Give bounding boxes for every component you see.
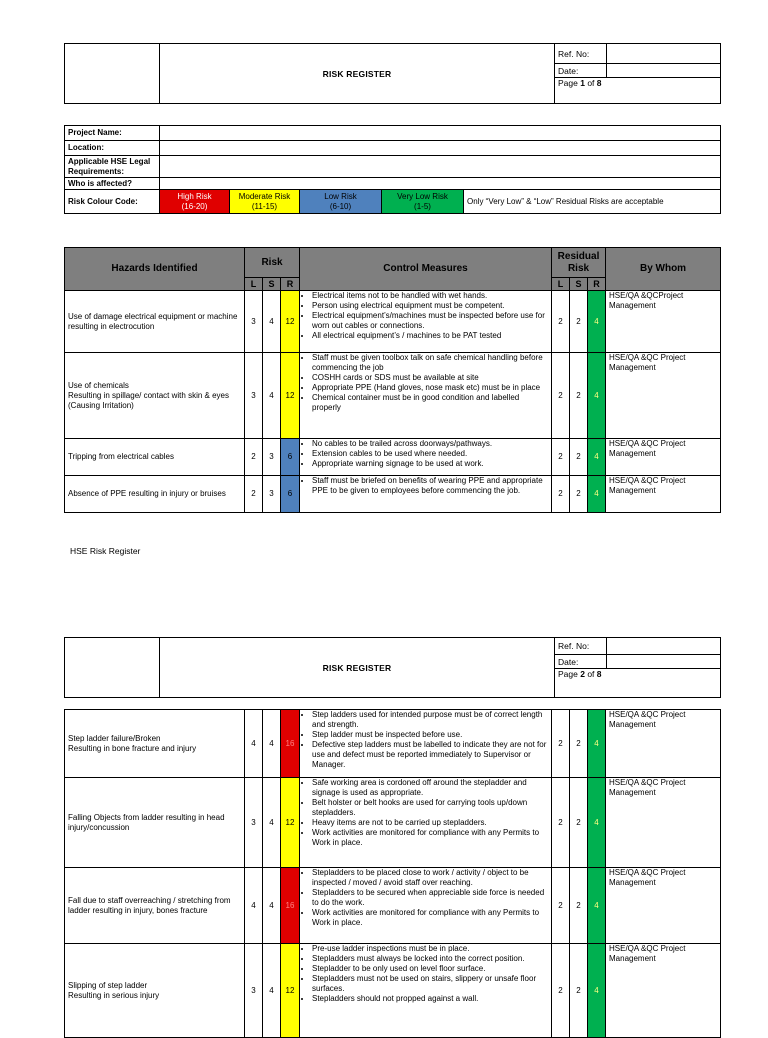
hazard-cell — [65, 710, 245, 778]
residual-rating-cell: 4 — [588, 710, 606, 778]
control-item: • Work activities are monitored for compliance with any Permits to Work in place. — [312, 828, 548, 848]
residual-header: Residual Risk — [552, 248, 606, 278]
r-header: R — [281, 278, 300, 291]
project-name-value — [160, 126, 721, 141]
table-row — [65, 944, 721, 1038]
ref-value — [607, 638, 721, 655]
risk-l-cell: 2 — [245, 476, 263, 513]
risk-rating-cell: 12 — [281, 353, 300, 439]
by-whom-header: By Whom — [606, 248, 721, 291]
risk-header: Risk — [245, 248, 300, 278]
risk-rating-cell: 6 — [281, 439, 300, 476]
l-header: L — [245, 278, 263, 291]
risk-s-cell: 3 — [263, 476, 281, 513]
risk-rating-cell: 16 — [281, 710, 300, 778]
risk-s-cell: 4 — [263, 353, 281, 439]
page1-header — [64, 43, 721, 104]
residual-rating-cell: 4 — [588, 944, 606, 1038]
control-item: • Stepladders should not propped against a wall. — [312, 994, 548, 1004]
location-label: Location: — [65, 141, 160, 156]
control-item: • Heavy items are not to be carried up stepladders. — [312, 818, 548, 828]
control-list — [303, 439, 548, 469]
hazard-text: Resulting in serious injury — [68, 990, 160, 1000]
risk-l-cell: 3 — [245, 778, 263, 868]
residual-s-cell: 2 — [570, 476, 588, 513]
control-item: • Staff must be given toolbox talk on safe chemical handling before commencing the job — [312, 353, 548, 373]
residual-s-cell: 2 — [570, 353, 588, 439]
control-item: • Stepladders to be placed close to work / activity / object to be inspected / moved / avoid staff over reaching. — [312, 868, 548, 888]
hazard-cell — [65, 778, 245, 868]
page-title: RISK REGISTER — [160, 638, 555, 698]
by-whom-cell: HSE/QA &QC Project Management — [606, 778, 721, 868]
affected-value — [160, 178, 721, 190]
risk-table-page2 — [64, 709, 721, 1038]
table-row — [65, 291, 721, 353]
table-row — [65, 778, 721, 868]
residual-l-cell: 2 — [552, 710, 570, 778]
logo-cell — [65, 44, 160, 104]
control-item: • Stepladder to be only used on level floor surface. — [312, 964, 548, 974]
control-list — [303, 868, 548, 928]
hazard-cell — [65, 291, 245, 353]
residual-s-cell: 2 — [570, 944, 588, 1038]
risk-l-cell: 4 — [245, 868, 263, 944]
hazard-text: Fall due to staff overreaching / stretching from ladder resulting in injury, bones fracture — [68, 895, 231, 915]
control-list — [303, 710, 548, 770]
by-whom-cell: HSE/QA &QC Project Management — [606, 439, 721, 476]
control-item: • Staff must be briefed on benefits of wearing PPE and appropriate PPE to be given to employees before commencing the job. — [312, 476, 548, 496]
control-list — [303, 476, 548, 496]
residual-rating-cell: 4 — [588, 868, 606, 944]
date-label: Date: — [555, 64, 607, 78]
risk-l-cell: 3 — [245, 291, 263, 353]
project-info-table — [64, 125, 721, 214]
residual-l-cell: 2 — [552, 439, 570, 476]
hazards-header: Hazards Identified — [65, 248, 245, 291]
hazard-text: Step ladder failure/Broken — [68, 733, 161, 743]
high-risk-code: High Risk (16-20) — [160, 190, 230, 214]
acceptable-note: Only “Very Low” & “Low” Residual Risks are acceptable — [464, 190, 721, 214]
control-item: • Step ladders used for intended purpose must be of correct length and strength. — [312, 710, 548, 730]
table-row — [65, 710, 721, 778]
control-item: • Electrical items not to be handled with wet hands. — [312, 291, 548, 301]
legal-value — [160, 156, 721, 178]
control-item: • Stepladders to be secured when appreciable side force is needed to do the work. — [312, 888, 548, 908]
residual-s-cell: 2 — [570, 778, 588, 868]
date-label: Date: — [555, 655, 607, 669]
control-item: • Person using electrical equipment must be competent. — [312, 301, 548, 311]
page-number: Page 2 of 8 — [555, 669, 721, 698]
control-item: • Step ladder must be inspected before use. — [312, 730, 548, 740]
hazard-text: Use of chemicals — [68, 380, 129, 390]
residual-s-cell: 2 — [570, 710, 588, 778]
risk-rating-cell: 12 — [281, 778, 300, 868]
by-whom-cell: HSE/QA &QC Project Management — [606, 476, 721, 513]
footer-text: HSE Risk Register — [70, 546, 141, 556]
page2-header — [64, 637, 721, 698]
residual-l-cell: 2 — [552, 868, 570, 944]
hazard-text: Absence of PPE resulting in injury or bruises — [68, 489, 226, 498]
risk-s-cell: 3 — [263, 439, 281, 476]
table-row — [65, 439, 721, 476]
ref-value — [607, 44, 721, 64]
control-item: • Belt holster or belt hooks are used for carrying tools up/down stepladders. — [312, 798, 548, 818]
residual-s-header: S — [570, 278, 588, 291]
moderate-risk-code: Moderate Risk (11-15) — [230, 190, 300, 214]
hazard-text: Slipping of step ladder — [68, 980, 148, 990]
risk-l-cell: 4 — [245, 710, 263, 778]
by-whom-cell: HSE/QA &QC Project Management — [606, 944, 721, 1038]
residual-l-header: L — [552, 278, 570, 291]
risk-s-cell: 4 — [263, 944, 281, 1038]
very-low-risk-code: Very Low Risk (1-5) — [382, 190, 464, 214]
date-value — [607, 655, 721, 669]
control-list — [303, 291, 548, 341]
control-header: Control Measures — [300, 248, 552, 291]
control-measures-cell — [300, 868, 552, 944]
control-item: • Safe working area is cordoned off around the stepladder and signage is used as appropriate. — [312, 778, 548, 798]
by-whom-cell: HSE/QA &QC Project Management — [606, 353, 721, 439]
table-row — [65, 476, 721, 513]
control-measures-cell — [300, 476, 552, 513]
s-header: S — [263, 278, 281, 291]
control-item: • Pre-use ladder inspections must be in place. — [312, 944, 548, 954]
hazard-text: Resulting in spillage/ contact with skin & eyes (Causing Irritation) — [68, 390, 229, 410]
risk-table-page1 — [64, 247, 721, 513]
location-value — [160, 141, 721, 156]
residual-l-cell: 2 — [552, 353, 570, 439]
hazard-cell — [65, 439, 245, 476]
risk-l-cell: 3 — [245, 944, 263, 1038]
risk-l-cell: 3 — [245, 353, 263, 439]
control-item: • Appropriate PPE (Hand gloves, nose mask etc) must be in place — [312, 383, 548, 393]
risk-rating-cell: 6 — [281, 476, 300, 513]
residual-rating-cell: 4 — [588, 476, 606, 513]
table-row — [65, 868, 721, 944]
residual-l-cell: 2 — [552, 291, 570, 353]
control-measures-cell — [300, 439, 552, 476]
residual-rating-cell: 4 — [588, 778, 606, 868]
control-list — [303, 778, 548, 848]
hazard-text: Falling Objects from ladder resulting in head injury/concussion — [68, 812, 225, 832]
risk-rating-cell: 16 — [281, 868, 300, 944]
ref-label: Ref. No: — [555, 44, 607, 64]
by-whom-cell: HSE/QA &QC Project Management — [606, 710, 721, 778]
ref-label: Ref. No: — [555, 638, 607, 655]
hazard-text: Tripping from electrical cables — [68, 452, 174, 461]
residual-rating-cell: 4 — [588, 439, 606, 476]
risk-s-cell: 4 — [263, 710, 281, 778]
control-measures-cell — [300, 291, 552, 353]
risk-rating-cell: 12 — [281, 291, 300, 353]
control-list — [303, 353, 548, 413]
hazard-text: Use of damage electrical equipment or machine resulting in electrocution — [68, 311, 238, 331]
page-number: Page 1 of 8 — [555, 78, 721, 104]
residual-s-cell: 2 — [570, 291, 588, 353]
table-row — [65, 353, 721, 439]
residual-l-cell: 2 — [552, 944, 570, 1038]
hazard-text: Resulting in bone fracture and injury — [68, 743, 197, 753]
control-item: • All electrical equipment’s / machines to be PAT tested — [312, 331, 548, 341]
control-measures-cell — [300, 710, 552, 778]
residual-s-cell: 2 — [570, 439, 588, 476]
residual-rating-cell: 4 — [588, 291, 606, 353]
control-item: • Defective step ladders must be labelled to indicate they are not for use and defect must be reported immediately to Supervisor or Manager. — [312, 740, 548, 770]
project-name-label: Project Name: — [65, 126, 160, 141]
control-item: • Chemical container must be in good condition and labelled properly — [312, 393, 548, 413]
control-item: • Work activities are monitored for compliance with any Permits to Work in place. — [312, 908, 548, 928]
legal-label: Applicable HSE Legal Requirements: — [65, 156, 160, 178]
control-item: • COSHH cards or SDS must be available at site — [312, 373, 548, 383]
logo-cell — [65, 638, 160, 698]
control-list — [303, 944, 548, 1004]
low-risk-code: Low Risk (6-10) — [300, 190, 382, 214]
hazard-cell — [65, 944, 245, 1038]
hazard-cell — [65, 868, 245, 944]
affected-label: Who is affected? — [65, 178, 160, 190]
risk-rating-cell: 12 — [281, 944, 300, 1038]
control-item: • Stepladders must not be used on stairs, slippery or unsafe floor surfaces. — [312, 974, 548, 994]
risk-l-cell: 2 — [245, 439, 263, 476]
control-item: • Stepladders must always be locked into the correct position. — [312, 954, 548, 964]
control-item: • Appropriate warning signage to be used at work. — [312, 459, 548, 469]
control-measures-cell — [300, 778, 552, 868]
by-whom-cell: HSE/QA &QC Project Management — [606, 868, 721, 944]
control-item: • No cables to be trailed across doorways/pathways. — [312, 439, 548, 449]
risk-s-cell: 4 — [263, 868, 281, 944]
residual-l-cell: 2 — [552, 476, 570, 513]
residual-l-cell: 2 — [552, 778, 570, 868]
by-whom-cell: HSE/QA &QCProject Management — [606, 291, 721, 353]
residual-r-header: R — [588, 278, 606, 291]
risk-s-cell: 4 — [263, 291, 281, 353]
hazard-cell — [65, 353, 245, 439]
control-item: • Extension cables to be used where needed. — [312, 449, 548, 459]
control-measures-cell — [300, 944, 552, 1038]
hazard-cell — [65, 476, 245, 513]
residual-s-cell: 2 — [570, 868, 588, 944]
residual-rating-cell: 4 — [588, 353, 606, 439]
control-item: • Electrical equipment’s/machines must be inspected before use for worn out cables or connections. — [312, 311, 548, 331]
control-measures-cell — [300, 353, 552, 439]
risk-s-cell: 4 — [263, 778, 281, 868]
page-title: RISK REGISTER — [160, 44, 555, 104]
date-value — [607, 64, 721, 78]
colour-code-label: Risk Colour Code: — [65, 190, 160, 214]
